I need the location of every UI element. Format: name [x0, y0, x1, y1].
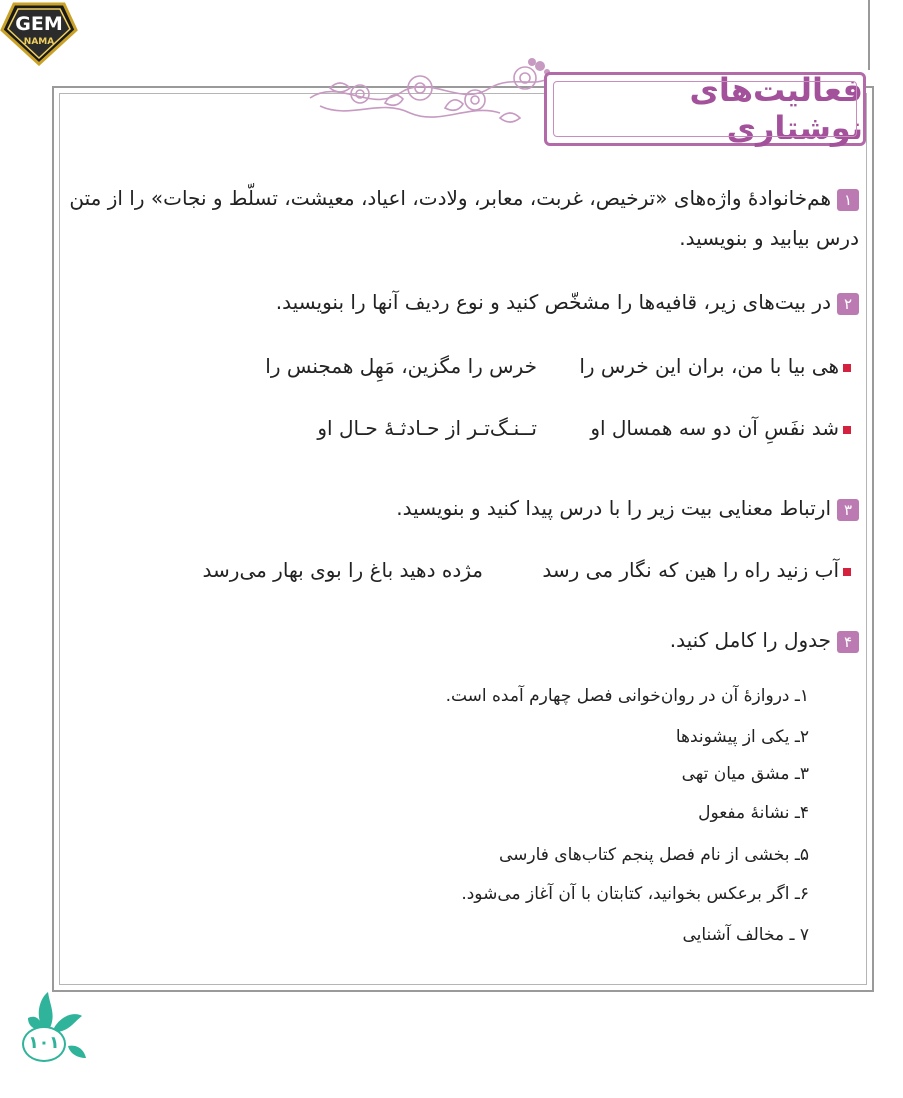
bullet-icon: [843, 568, 851, 576]
question-2: [276, 282, 859, 322]
question-3-text: ارتباط معنایی بیت زیر را با درس پیدا کنید و بنویسید.: [396, 496, 831, 520]
floral-ornament: [300, 58, 550, 138]
table-item-5: ۵ـ بخشی از نام فصل پنجم کتاب‌های فارسی: [498, 845, 809, 865]
question-number-badge: ۳: [837, 499, 859, 521]
bullet-icon: [843, 364, 851, 372]
table-item-6: ۶ـ اگر برعکس بخوانید، کتابتان با آن آغاز می‌شود.: [461, 884, 809, 904]
logo-nama-text: NAMA: [23, 37, 55, 47]
verse-1-first: هی بیا با من، بران این خرس را: [579, 354, 851, 378]
table-item-1: ۱ـ دروازهٔ آن در روان‌خوانی فصل چهارم آمده است.: [445, 686, 809, 706]
question-2-text: در بیت‌های زیر، قافیه‌ها را مشخّص کنید و نوع ردیف آنها را بنویسید.: [275, 290, 831, 314]
question-number-badge: ۱: [837, 189, 859, 211]
page-edge-line: [868, 0, 870, 70]
table-item-4: ۴ـ نشانهٔ مفعول: [698, 803, 809, 823]
question-4-text: جدول را کامل کنید.: [669, 628, 831, 652]
question-4: [670, 620, 859, 660]
bullet-icon: [843, 426, 851, 434]
gemnama-logo: [0, 0, 78, 66]
table-item-3: ۳ـ مشق میان تهی: [681, 764, 809, 784]
table-item-2: ۲ـ یکی از پیشوندها: [675, 727, 809, 747]
table-item-7: ۷ ـ مخالف آشنایی: [682, 925, 809, 945]
question-1-text: هم‌خانوادهٔ واژه‌های «ترخیص، غربت، معابر، ولادت، اعیاد، معیشت، تسلّط و نجات» را از متن درس بیابید و بنویسید.: [69, 186, 859, 250]
verse-2-second: تــنـگ‌تـر از حـادثـهٔ حـال او: [317, 416, 537, 440]
section-title: فعالیت‌های نوشتاری: [689, 71, 863, 147]
logo-gem-text: GEM: [15, 13, 63, 35]
verse-1-second: خرس را مگزین، مَهِل همجنس را: [265, 354, 537, 378]
question-1: [39, 178, 859, 258]
verse-2-first: شد نفَسِ آن دو سه همسال او: [590, 416, 851, 440]
question-3: [396, 488, 859, 528]
question-number-badge: ۴: [837, 631, 859, 653]
verse-3-second: مژده دهید باغ را بوی بهار می‌رسد: [202, 558, 483, 582]
question-number-badge: ۲: [837, 293, 859, 315]
verse-3-first: آب زنید راه را هین که نگار می رسد: [542, 558, 851, 582]
section-title-box: [544, 72, 866, 146]
page-number: ۱۰۱: [22, 1026, 66, 1062]
